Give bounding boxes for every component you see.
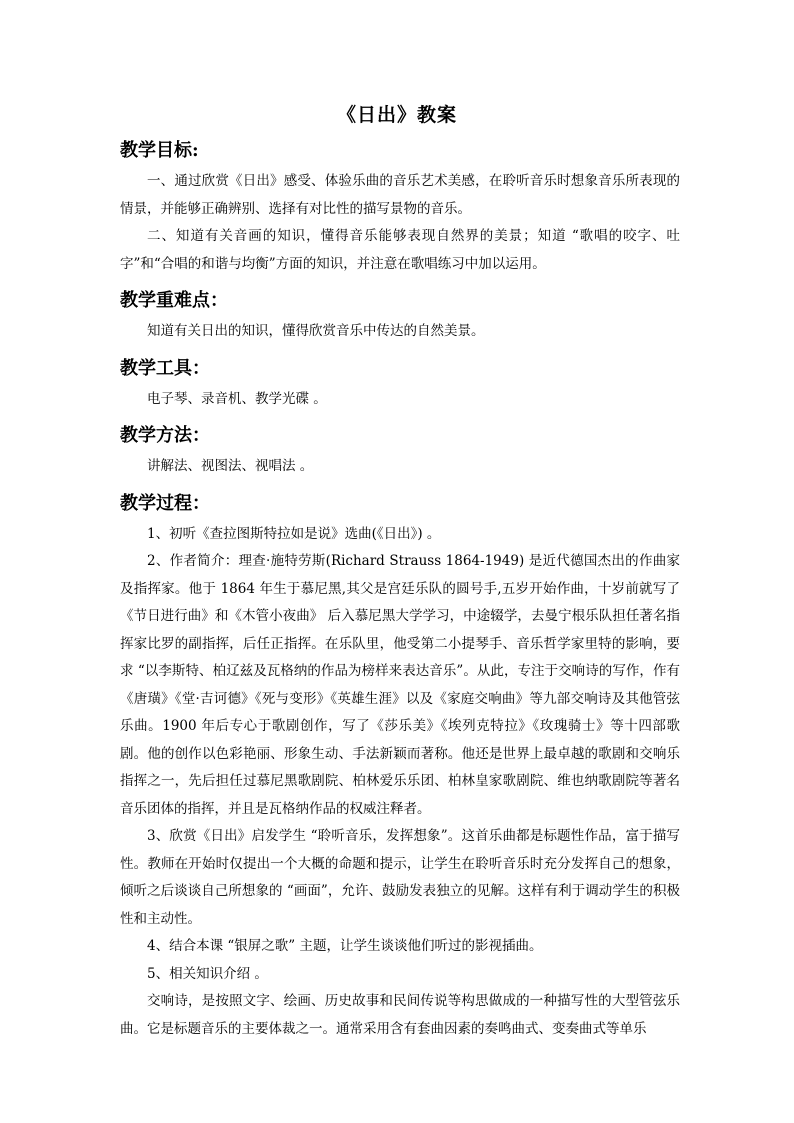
section-key-points xyxy=(120,288,680,346)
paragraph: 讲解法、视图法、视唱法 。 xyxy=(147,458,314,474)
page-title: 《日出》教案 xyxy=(336,104,457,126)
section-objectives xyxy=(120,138,680,278)
paragraph: 2、作者简介：理查·施特劳斯(Richard Strauss 1864-1949) 是近代德国杰出的作曲家及指挥家。他于 1864 年生于慕尼黑,其父是宫廷乐队的圆号手,五岁开始作曲，十岁前就写了《节日进行曲》和《木管小夜曲》 后入慕尼黑大学学习，中途辍学，去曼宁根乐队担任著名指挥家比罗的副指挥，后任正指挥。在乐队里，他受第二小提琴手、音乐哲学家里特的影响，要求 “以李斯特、柏辽兹及瓦格纳的作品为榜样来表达音乐”。从此，专注于交响诗的写作，作有《唐璜》《堂·吉诃德》《死与变形》《英雄生涯》以及《家庭交响曲》等九部交响诗及其他管弦乐曲。1900 年后专心于歌剧创作，写了《莎乐美》《埃列克特拉》《玫瑰骑士》等十四部歌剧。他的创作以色彩艳丽、形象生动、手法新颖而著称。他还是世界上最卓越的歌剧和交响乐指挥之一，先后担任过慕尼黑歌剧院、柏林爱乐乐团、柏林皇家歌剧院、维也纳歌剧院等著名音乐团体的指挥，并且是瓦格纳作品的权威注释者。 xyxy=(120,553,680,817)
section-heading-process: 教学过程： xyxy=(120,492,210,514)
document-body xyxy=(120,138,680,1043)
section-heading-tools: 教学工具： xyxy=(120,357,210,379)
paragraph: 交响诗，是按照文字、绘画、历史故事和民间传说等构思做成的一种描写性的大型管弦乐曲。它是标题音乐的主要体裁之一。通常采用含有套曲因素的奏鸣曲式、变奏曲式等单乐 xyxy=(120,993,680,1037)
section-process xyxy=(120,491,680,1044)
paragraph: 4、结合本课 “银屏之歌” 主题，让学生谈谈他们听过的影视插曲。 xyxy=(147,938,543,954)
section-tools xyxy=(120,356,680,414)
paragraph: 电子琴、录音机、教学光碟 。 xyxy=(147,390,327,407)
paragraph: 知道有关日出的知识，懂得欣赏音乐中传达的自然美景。 xyxy=(147,323,485,339)
paragraph: 5、相关知识介绍 。 xyxy=(147,965,268,982)
section-heading-key-points: 教学重难点： xyxy=(120,290,228,311)
section-methods xyxy=(120,423,680,481)
paragraph: 3、欣赏《日出》启发学生 “聆听音乐，发挥想象”。这首乐曲都是标题性作品，富于描写性。教师在开始时仅提出一个大概的命题和提示，让学生在聆听音乐时充分发挥自己的想象，倾听之后谈谈自己所想象的 “画面”，允许、鼓励发表独立的见解。这样有利于调动学生的积极性和主动性。 xyxy=(120,828,680,927)
paragraph: 二、知道有关音画的知识，懂得音乐能够表现自然界的美景；知道 “歌唱的咬字、吐字”和“合唱的和谐与均衡”方面的知识，并注意在歌唱练习中加以运用。 xyxy=(120,228,680,272)
paragraph: 1、初听《查拉图斯特拉如是说》选曲(《日出》) 。 xyxy=(147,525,441,542)
paragraph: 一、通过欣赏《日出》感受、体验乐曲的音乐艺术美感，在聆听音乐时想象音乐所表现的情景，并能够正确辨别、选择有对比性的描写景物的音乐。 xyxy=(120,173,680,217)
section-heading-methods: 教学方法： xyxy=(120,425,210,446)
section-heading-objectives: 教学目标: xyxy=(120,140,199,161)
